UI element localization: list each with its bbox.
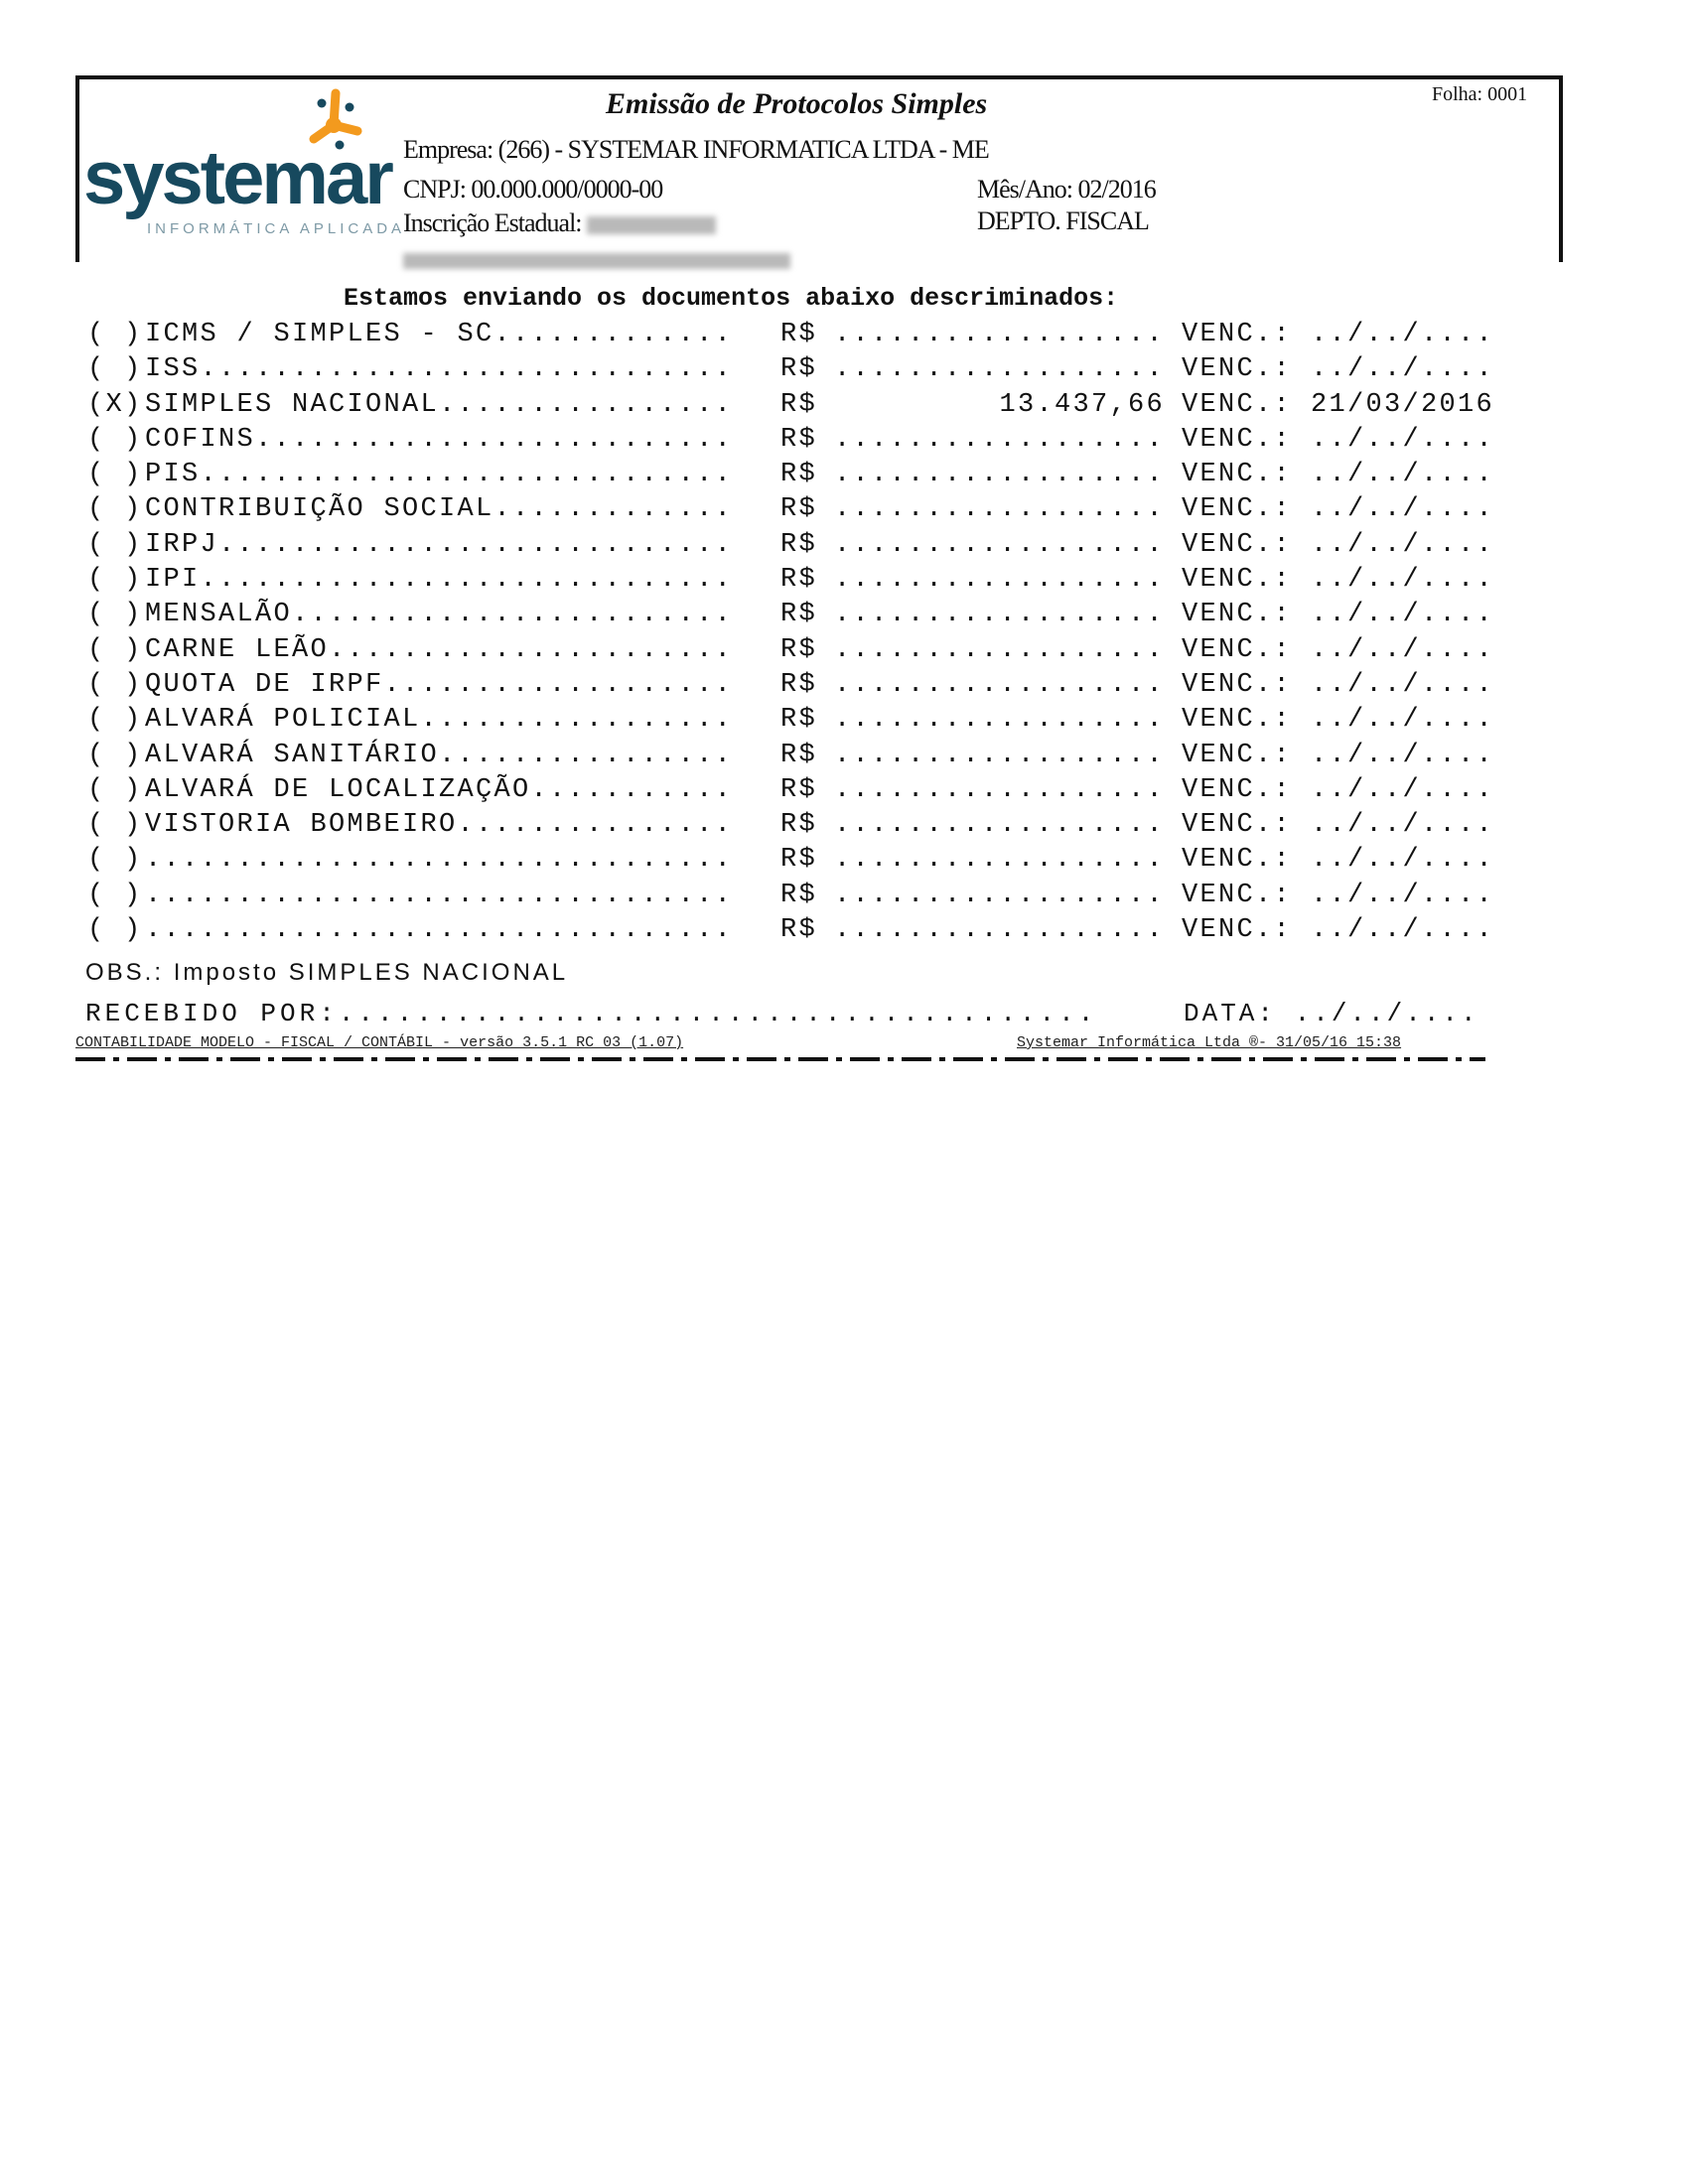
row-venc-label: VENC.: [1182, 705, 1293, 736]
row-label: ................................ [145, 845, 734, 876]
row-due-date: 21/03/2016 [1311, 389, 1495, 420]
received-by-line: RECEBIDO POR:....................................... [85, 999, 1098, 1028]
row-label: VISTORIA BOMBEIRO............... [145, 810, 734, 841]
row-label: ALVARÁ SANITÁRIO................ [145, 740, 734, 770]
document-row [87, 318, 1517, 352]
document-list [87, 318, 1517, 948]
row-currency: R$ [780, 389, 818, 420]
document-row [87, 913, 1517, 948]
document-row [87, 668, 1517, 703]
redacted-name-block [403, 253, 790, 269]
document-row [87, 633, 1517, 668]
intro-text: Estamos enviando os documentos abaixo descriminados: [344, 284, 1119, 313]
row-currency: R$ [780, 424, 818, 455]
row-checkbox: ( ) [87, 529, 143, 560]
row-checkbox: ( ) [87, 460, 143, 490]
row-value: .................. [834, 354, 1166, 385]
company-cnpj: CNPJ: 00.000.000/0000-00 [403, 175, 663, 204]
row-checkbox: ( ) [87, 845, 143, 876]
department: DEPTO. FISCAL [977, 206, 1149, 235]
row-venc-label: VENC.: [1182, 320, 1293, 349]
company-logo [83, 81, 406, 252]
row-venc-label: VENC.: [1182, 565, 1293, 596]
row-due-date: ../../.... [1311, 740, 1495, 770]
row-due-date: ../../.... [1311, 634, 1495, 665]
row-due-date: ../../.... [1311, 320, 1495, 349]
row-venc-label: VENC.: [1182, 494, 1293, 525]
row-due-date: ../../.... [1311, 669, 1495, 700]
row-venc-label: VENC.: [1182, 424, 1293, 455]
row-currency: R$ [780, 320, 818, 349]
row-venc-label: VENC.: [1182, 460, 1293, 490]
logo-wordmark: systemar [83, 136, 391, 220]
row-value: .................. [834, 460, 1166, 490]
row-label: QUOTA DE IRPF................... [145, 669, 734, 700]
document-title: Emissão de Protocolos Simples [606, 87, 988, 120]
row-checkbox: ( ) [87, 740, 143, 770]
state-registration-label: Inscrição Estadual: [403, 208, 582, 237]
row-label: PIS............................. [145, 460, 734, 490]
row-venc-label: VENC.: [1182, 600, 1293, 630]
document-row [87, 598, 1517, 632]
row-label: ALVARÁ DE LOCALIZAÇÃO........... [145, 774, 734, 805]
row-checkbox: ( ) [87, 354, 143, 385]
row-venc-label: VENC.: [1182, 880, 1293, 910]
row-value: .................. [834, 320, 1166, 349]
row-currency: R$ [780, 529, 818, 560]
state-registration [403, 208, 716, 238]
footer-system-info: CONTABILIDADE MODELO - FISCAL / CONTÁBIL - versão 3.5.1 RC 03 (1.07) [75, 1034, 684, 1051]
row-currency: R$ [780, 494, 818, 525]
row-label: ALVARÁ POLICIAL................. [145, 705, 734, 736]
document-row [87, 739, 1517, 773]
redacted-name [403, 252, 790, 270]
row-checkbox: ( ) [87, 565, 143, 596]
row-venc-label: VENC.: [1182, 529, 1293, 560]
row-checkbox: ( ) [87, 774, 143, 805]
row-value: .................. [834, 565, 1166, 596]
row-due-date: ../../.... [1311, 915, 1495, 946]
row-venc-label: VENC.: [1182, 669, 1293, 700]
document-row [87, 563, 1517, 598]
row-venc-label: VENC.: [1182, 915, 1293, 946]
row-checkbox: ( ) [87, 634, 143, 665]
row-value: .................. [834, 494, 1166, 525]
row-value: .................. [834, 810, 1166, 841]
row-label: ISS............................. [145, 354, 734, 385]
row-due-date: ../../.... [1311, 529, 1495, 560]
row-currency: R$ [780, 354, 818, 385]
date-field: DATA: ../../.... [1184, 999, 1479, 1028]
document-row [87, 388, 1517, 423]
row-currency: R$ [780, 634, 818, 665]
row-due-date: ../../.... [1311, 354, 1495, 385]
row-venc-label: VENC.: [1182, 740, 1293, 770]
row-due-date: ../../.... [1311, 845, 1495, 876]
row-currency: R$ [780, 460, 818, 490]
row-value: .................. [834, 880, 1166, 910]
document-row [87, 352, 1517, 387]
document-row [87, 423, 1517, 458]
sheet-number: Folha: 0001 [1432, 83, 1528, 105]
row-currency: R$ [780, 705, 818, 736]
document-row [87, 703, 1517, 738]
row-due-date: ../../.... [1311, 810, 1495, 841]
cut-line [75, 1056, 1485, 1062]
row-label: IRPJ............................ [145, 529, 734, 560]
document-row [87, 773, 1517, 808]
row-value: 13.437,66 [834, 389, 1166, 420]
footer-vendor-timestamp: Systemar Informática Ltda ®- 31/05/16 15:38 [1017, 1034, 1402, 1051]
row-checkbox: ( ) [87, 915, 143, 946]
row-checkbox: ( ) [87, 320, 143, 349]
document-row [87, 843, 1517, 878]
row-label: ................................ [145, 915, 734, 946]
row-value: .................. [834, 774, 1166, 805]
redacted-registration [587, 216, 716, 234]
row-label: MENSALÃO........................ [145, 600, 734, 630]
row-label: SIMPLES NACIONAL................ [145, 389, 734, 420]
row-currency: R$ [780, 600, 818, 630]
row-currency: R$ [780, 880, 818, 910]
row-due-date: ../../.... [1311, 705, 1495, 736]
logo-tagline: INFORMÁTICA APLICADA [147, 220, 406, 237]
row-due-date: ../../.... [1311, 774, 1495, 805]
row-venc-label: VENC.: [1182, 389, 1293, 420]
row-checkbox: ( ) [87, 600, 143, 630]
row-value: .................. [834, 915, 1166, 946]
row-checkbox: ( ) [87, 880, 143, 910]
row-due-date: ../../.... [1311, 494, 1495, 525]
row-checkbox: ( ) [87, 424, 143, 455]
row-currency: R$ [780, 845, 818, 876]
row-checkbox: ( ) [87, 669, 143, 700]
observation: OBS.: Imposto SIMPLES NACIONAL [85, 959, 569, 986]
row-currency: R$ [780, 810, 818, 841]
row-checkbox: ( ) [87, 810, 143, 841]
row-currency: R$ [780, 774, 818, 805]
row-checkbox: ( ) [87, 705, 143, 736]
row-value: .................. [834, 634, 1166, 665]
row-label: ................................ [145, 880, 734, 910]
row-label: CARNE LEÃO...................... [145, 634, 734, 665]
row-label: COFINS.......................... [145, 424, 734, 455]
row-label: CONTRIBUIÇÃO SOCIAL............. [145, 494, 734, 525]
row-currency: R$ [780, 565, 818, 596]
row-value: .................. [834, 740, 1166, 770]
row-venc-label: VENC.: [1182, 810, 1293, 841]
company-name: Empresa: (266) - SYSTEMAR INFORMATICA LTDA - ME [403, 135, 989, 164]
row-venc-label: VENC.: [1182, 634, 1293, 665]
row-label: IPI............................. [145, 565, 734, 596]
row-value: .................. [834, 529, 1166, 560]
row-venc-label: VENC.: [1182, 845, 1293, 876]
row-checkbox: ( ) [87, 494, 143, 525]
row-value: .................. [834, 424, 1166, 455]
document-row [87, 492, 1517, 527]
row-due-date: ../../.... [1311, 565, 1495, 596]
row-currency: R$ [780, 740, 818, 770]
row-value: .................. [834, 705, 1166, 736]
document-row [87, 879, 1517, 913]
row-currency: R$ [780, 669, 818, 700]
row-value: .................. [834, 845, 1166, 876]
row-venc-label: VENC.: [1182, 354, 1293, 385]
row-due-date: ../../.... [1311, 424, 1495, 455]
row-value: .................. [834, 600, 1166, 630]
row-venc-label: VENC.: [1182, 774, 1293, 805]
document-row [87, 458, 1517, 492]
month-year: Mês/Ano: 02/2016 [977, 175, 1156, 204]
row-due-date: ../../.... [1311, 880, 1495, 910]
row-checkbox: (X) [87, 389, 143, 420]
row-value: .................. [834, 669, 1166, 700]
row-due-date: ../../.... [1311, 600, 1495, 630]
row-label: ICMS / SIMPLES - SC............. [145, 320, 734, 349]
row-due-date: ../../.... [1311, 460, 1495, 490]
document-row [87, 528, 1517, 563]
document-row [87, 808, 1517, 843]
row-currency: R$ [780, 915, 818, 946]
